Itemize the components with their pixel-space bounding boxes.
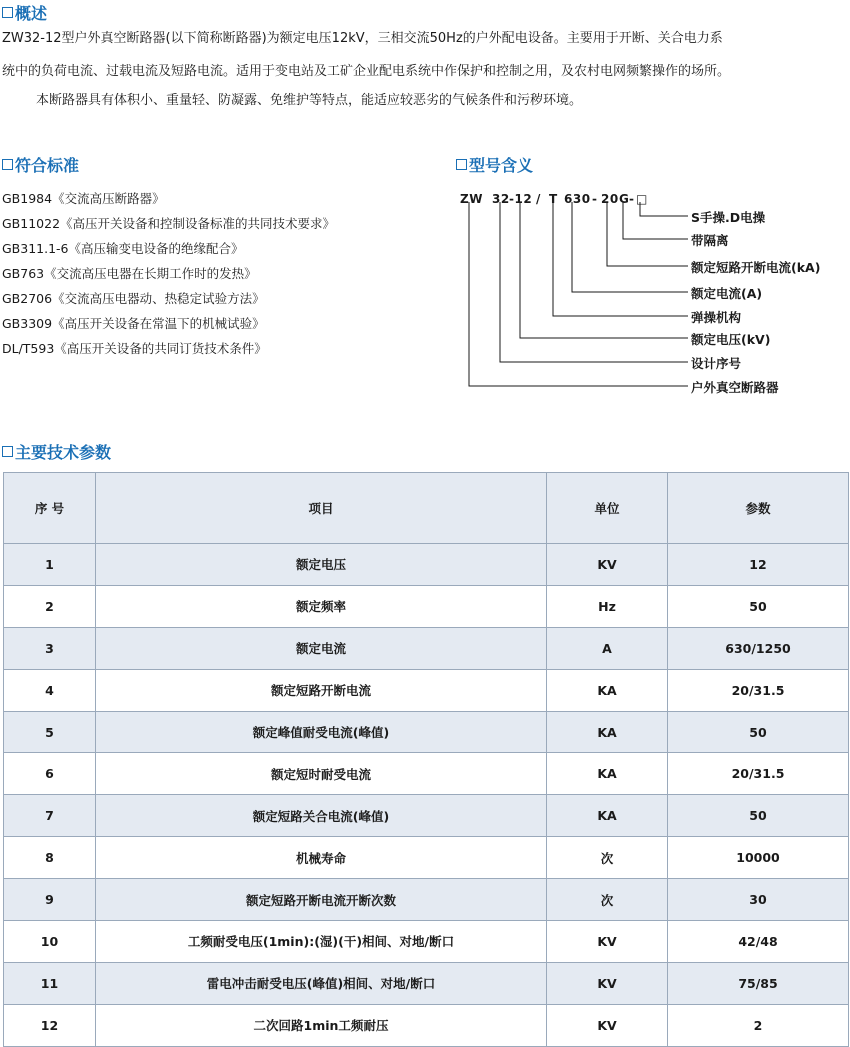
cell-no: 12 [4, 1004, 96, 1046]
header-item: 项目 [96, 473, 547, 544]
table-row [4, 753, 849, 795]
standard-item: GB311.1-6《高压输变电设备的绝缘配合》 [2, 241, 244, 256]
cell-unit: KA [547, 753, 668, 795]
cell-item: 额定短路开断电流 [96, 669, 547, 711]
cell-unit: KV [547, 962, 668, 1004]
standard-item: GB1984《交流高压断路器》 [2, 191, 165, 206]
cell-unit: KV [547, 921, 668, 963]
cell-value: 2 [668, 1004, 849, 1046]
standards-list [2, 186, 335, 361]
cell-no: 1 [4, 544, 96, 586]
cell-value: 50 [668, 711, 849, 753]
cell-unit: KV [547, 544, 668, 586]
table-row [4, 795, 849, 837]
table-row [4, 585, 849, 627]
cell-value: 20/31.5 [668, 669, 849, 711]
overview-title: 概述 [15, 4, 48, 23]
cell-no: 6 [4, 753, 96, 795]
cell-unit: A [547, 627, 668, 669]
cell-item: 额定峰值耐受电流(峰值) [96, 711, 547, 753]
table-row [4, 879, 849, 921]
table-row [4, 669, 849, 711]
model-title: 型号含义 [469, 156, 534, 175]
cell-item: 额定电压 [96, 544, 547, 586]
code-12: -12 [509, 192, 533, 206]
cell-no: 11 [4, 962, 96, 1004]
cell-item: 额定短路开断电流开断次数 [96, 879, 547, 921]
model-leader-lines [458, 188, 850, 398]
cell-unit: KA [547, 795, 668, 837]
cell-unit: KV [547, 1004, 668, 1046]
model-heading [456, 153, 533, 176]
cell-no: 8 [4, 837, 96, 879]
cell-value: 42/48 [668, 921, 849, 963]
square-bullet-icon [2, 159, 13, 170]
cell-item: 二次回路1min工频耐压 [96, 1004, 547, 1046]
square-bullet-icon [2, 7, 13, 18]
cell-value: 75/85 [668, 962, 849, 1004]
standard-item: GB763《交流高压电器在长期工作时的发热》 [2, 266, 257, 281]
cell-value: 10000 [668, 837, 849, 879]
legend-breaking-current: 额定短路开断电流(kA) [691, 260, 821, 275]
cell-unit: Hz [547, 585, 668, 627]
cell-unit: KA [547, 669, 668, 711]
code-dash: - [592, 192, 598, 206]
overview-heading [2, 1, 47, 24]
code-box: □ [636, 192, 648, 206]
cell-item: 额定电流 [96, 627, 547, 669]
legend-rated-current: 额定电流(A) [691, 286, 763, 301]
cell-item: 额定短时耐受电流 [96, 753, 547, 795]
cell-no: 9 [4, 879, 96, 921]
table-row [4, 1004, 849, 1046]
code-g: G [619, 192, 630, 206]
params-heading [2, 440, 111, 463]
standard-item: GB3309《高压开关设备在常温下的机械试验》 [2, 316, 265, 331]
standard-item: GB2706《交流高压电器动、热稳定试验方法》 [2, 291, 265, 306]
cell-no: 3 [4, 627, 96, 669]
overview-line-2: 统中的负荷电流、过载电流及短路电流。适用于变电站及工矿企业配电系统中作保护和控制之用，及农村电网频繁操作的场所。 [2, 64, 731, 79]
table-row [4, 837, 849, 879]
params-table [3, 472, 849, 1047]
header-value: 参数 [668, 473, 849, 544]
square-bullet-icon [456, 159, 467, 170]
code-20: 20 [601, 192, 619, 206]
overview-line-1: ZW32-12型户外真空断路器(以下简称断路器)为额定电压12kV，三相交流50Hz的户外配电设备。主要用于开断、关合电力系 [2, 31, 723, 46]
code-t: T [549, 192, 558, 206]
cell-item: 雷电冲击耐受电压(峰值)相间、对地/断口 [96, 962, 547, 1004]
cell-item: 额定频率 [96, 585, 547, 627]
legend-operation: S手操.D电操 [691, 210, 766, 225]
cell-value: 12 [668, 544, 849, 586]
code-zw: ZW [460, 192, 483, 206]
cell-no: 4 [4, 669, 96, 711]
cell-value: 50 [668, 795, 849, 837]
params-title: 主要技术参数 [15, 443, 112, 462]
cell-unit: 次 [547, 837, 668, 879]
cell-item: 机械寿命 [96, 837, 547, 879]
standards-title: 符合标准 [15, 156, 80, 175]
legend-isolation: 带隔离 [691, 233, 729, 248]
legend-spring-mechanism: 弹操机构 [691, 310, 742, 325]
table-row [4, 921, 849, 963]
cell-value: 30 [668, 879, 849, 921]
cell-no: 10 [4, 921, 96, 963]
cell-item: 工频耐受电压(1min):(湿)(干)相间、对地/断口 [96, 921, 547, 963]
header-unit: 单位 [547, 473, 668, 544]
model-diagram [458, 188, 850, 398]
table-row [4, 711, 849, 753]
legend-rated-voltage: 额定电压(kV) [691, 332, 771, 347]
cell-unit: KA [547, 711, 668, 753]
cell-unit: 次 [547, 879, 668, 921]
standards-heading [2, 153, 79, 176]
legend-design-number: 设计序号 [691, 356, 742, 371]
table-row [4, 544, 849, 586]
cell-item: 额定短路关合电流(峰值) [96, 795, 547, 837]
table-row [4, 627, 849, 669]
standard-item: DL/T593《高压开关设备的共同订货技术条件》 [2, 341, 267, 356]
cell-no: 2 [4, 585, 96, 627]
code-32: 32 [492, 192, 510, 206]
cell-value: 20/31.5 [668, 753, 849, 795]
table-row [4, 962, 849, 1004]
table-header-row [4, 473, 849, 544]
cell-value: 630/1250 [668, 627, 849, 669]
code-630: 630 [564, 192, 591, 206]
legend-outdoor-breaker: 户外真空断路器 [691, 380, 779, 395]
cell-no: 5 [4, 711, 96, 753]
header-no: 序 号 [4, 473, 96, 544]
cell-no: 7 [4, 795, 96, 837]
overview-line-3: 本断路器具有体积小、重量轻、防凝露、免维护等特点，能适应较恶劣的气候条件和污秽环境。 [36, 93, 583, 108]
cell-value: 50 [668, 585, 849, 627]
code-slash: / [536, 192, 541, 206]
code-dash: - [629, 192, 635, 206]
square-bullet-icon [2, 446, 13, 457]
standard-item: GB11022《高压开关设备和控制设备标准的共同技术要求》 [2, 216, 336, 231]
